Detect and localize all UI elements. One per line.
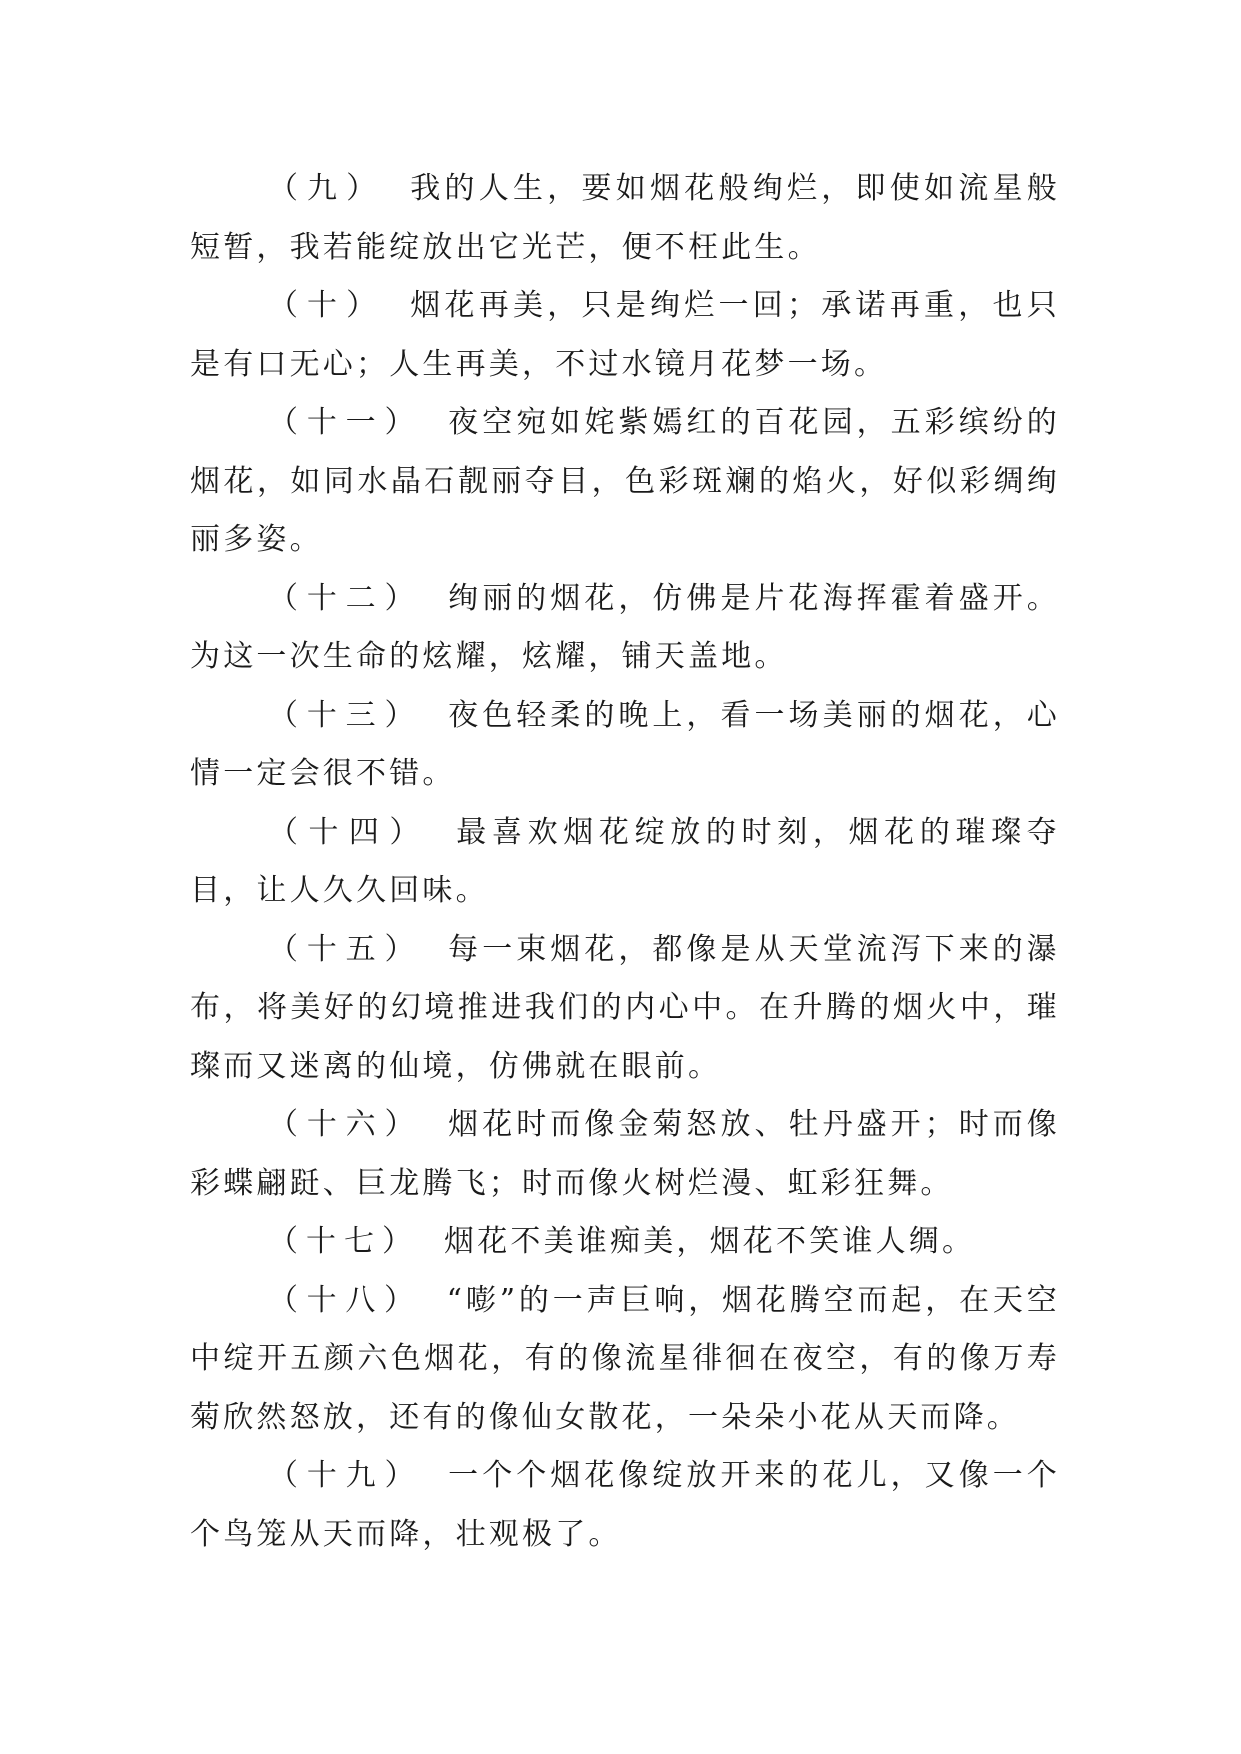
paragraph-number: （十二） <box>268 580 424 616</box>
paragraph-text: 烟花再美，只是绚烂一回；承诺再重，也只是有口无心；人生再美，不过水镜月花梦一场。 <box>190 288 1060 382</box>
paragraph-number: （十五） <box>268 931 424 967</box>
paragraph-number: （十三） <box>268 697 424 733</box>
paragraph-10 <box>190 277 1060 394</box>
paragraph-text: 烟花不美谁痴美，烟花不笑谁人绸。 <box>444 1224 976 1259</box>
paragraph-number: （十七） <box>268 1224 420 1259</box>
paragraph-14 <box>190 804 1060 921</box>
paragraph-text: 夜色轻柔的晚上，看一场美丽的烟花，心情一定会很不错。 <box>190 697 1060 791</box>
document-page <box>190 160 1060 1564</box>
paragraph-text: 我的人生，要如烟花般绚烂，即使如流星般短暂，我若能绽放出它光芒，便不枉此生。 <box>190 171 1060 265</box>
paragraph-15 <box>190 921 1060 1097</box>
paragraph-text: 烟花时而像金菊怒放、牡丹盛开；时而像彩蝶翩跹、巨龙腾飞；时而像火树烂漫、虹彩狂舞。 <box>190 1107 1060 1201</box>
paragraph-number: （十六） <box>268 1107 424 1142</box>
paragraph-16 <box>190 1096 1060 1213</box>
paragraph-text: 一个个烟花像绽放开来的花儿，又像一个个鸟笼从天而降，壮观极了。 <box>190 1458 1060 1552</box>
paragraph-11 <box>190 394 1060 570</box>
paragraph-number: （十九） <box>268 1458 424 1493</box>
paragraph-text: 绚丽的烟花，仿佛是片花海挥霍着盛开。为这一次生命的炫耀，炫耀，铺天盖地。 <box>190 580 1060 674</box>
paragraph-12 <box>190 570 1060 687</box>
paragraph-number: （十一） <box>268 405 424 440</box>
paragraph-text: 夜空宛如姹紫嫣红的百花园，五彩缤纷的烟花，如同水晶石靓丽夺目，色彩斑斓的焰火，好似彩绸绚丽多姿。 <box>190 405 1060 557</box>
paragraph-9 <box>190 160 1060 277</box>
paragraph-number: （十八） <box>268 1282 423 1318</box>
paragraph-text: 最喜欢烟花绽放的时刻，烟花的璀璨夺目，让人久久回味。 <box>190 814 1060 908</box>
paragraph-number: （九） <box>268 171 386 206</box>
paragraph-text: “嘭”的一声巨响，烟花腾空而起，在天空中绽开五颜六色烟花，有的像流星徘徊在夜空，有的像万寿菊欣然怒放，还有的像仙女散花，一朵朵小花从天而降。 <box>190 1282 1060 1435</box>
paragraph-17 <box>190 1213 1060 1272</box>
paragraph-19 <box>190 1447 1060 1564</box>
paragraph-13 <box>190 687 1060 804</box>
paragraph-18 <box>190 1272 1060 1448</box>
paragraph-number: （十四） <box>268 814 430 850</box>
paragraph-text: 每一束烟花，都像是从天堂流泻下来的瀑布，将美好的幻境推进我们的内心中。在升腾的烟火中，璀璨而又迷离的仙境，仿佛就在眼前。 <box>190 931 1060 1084</box>
paragraph-number: （十） <box>268 288 386 323</box>
